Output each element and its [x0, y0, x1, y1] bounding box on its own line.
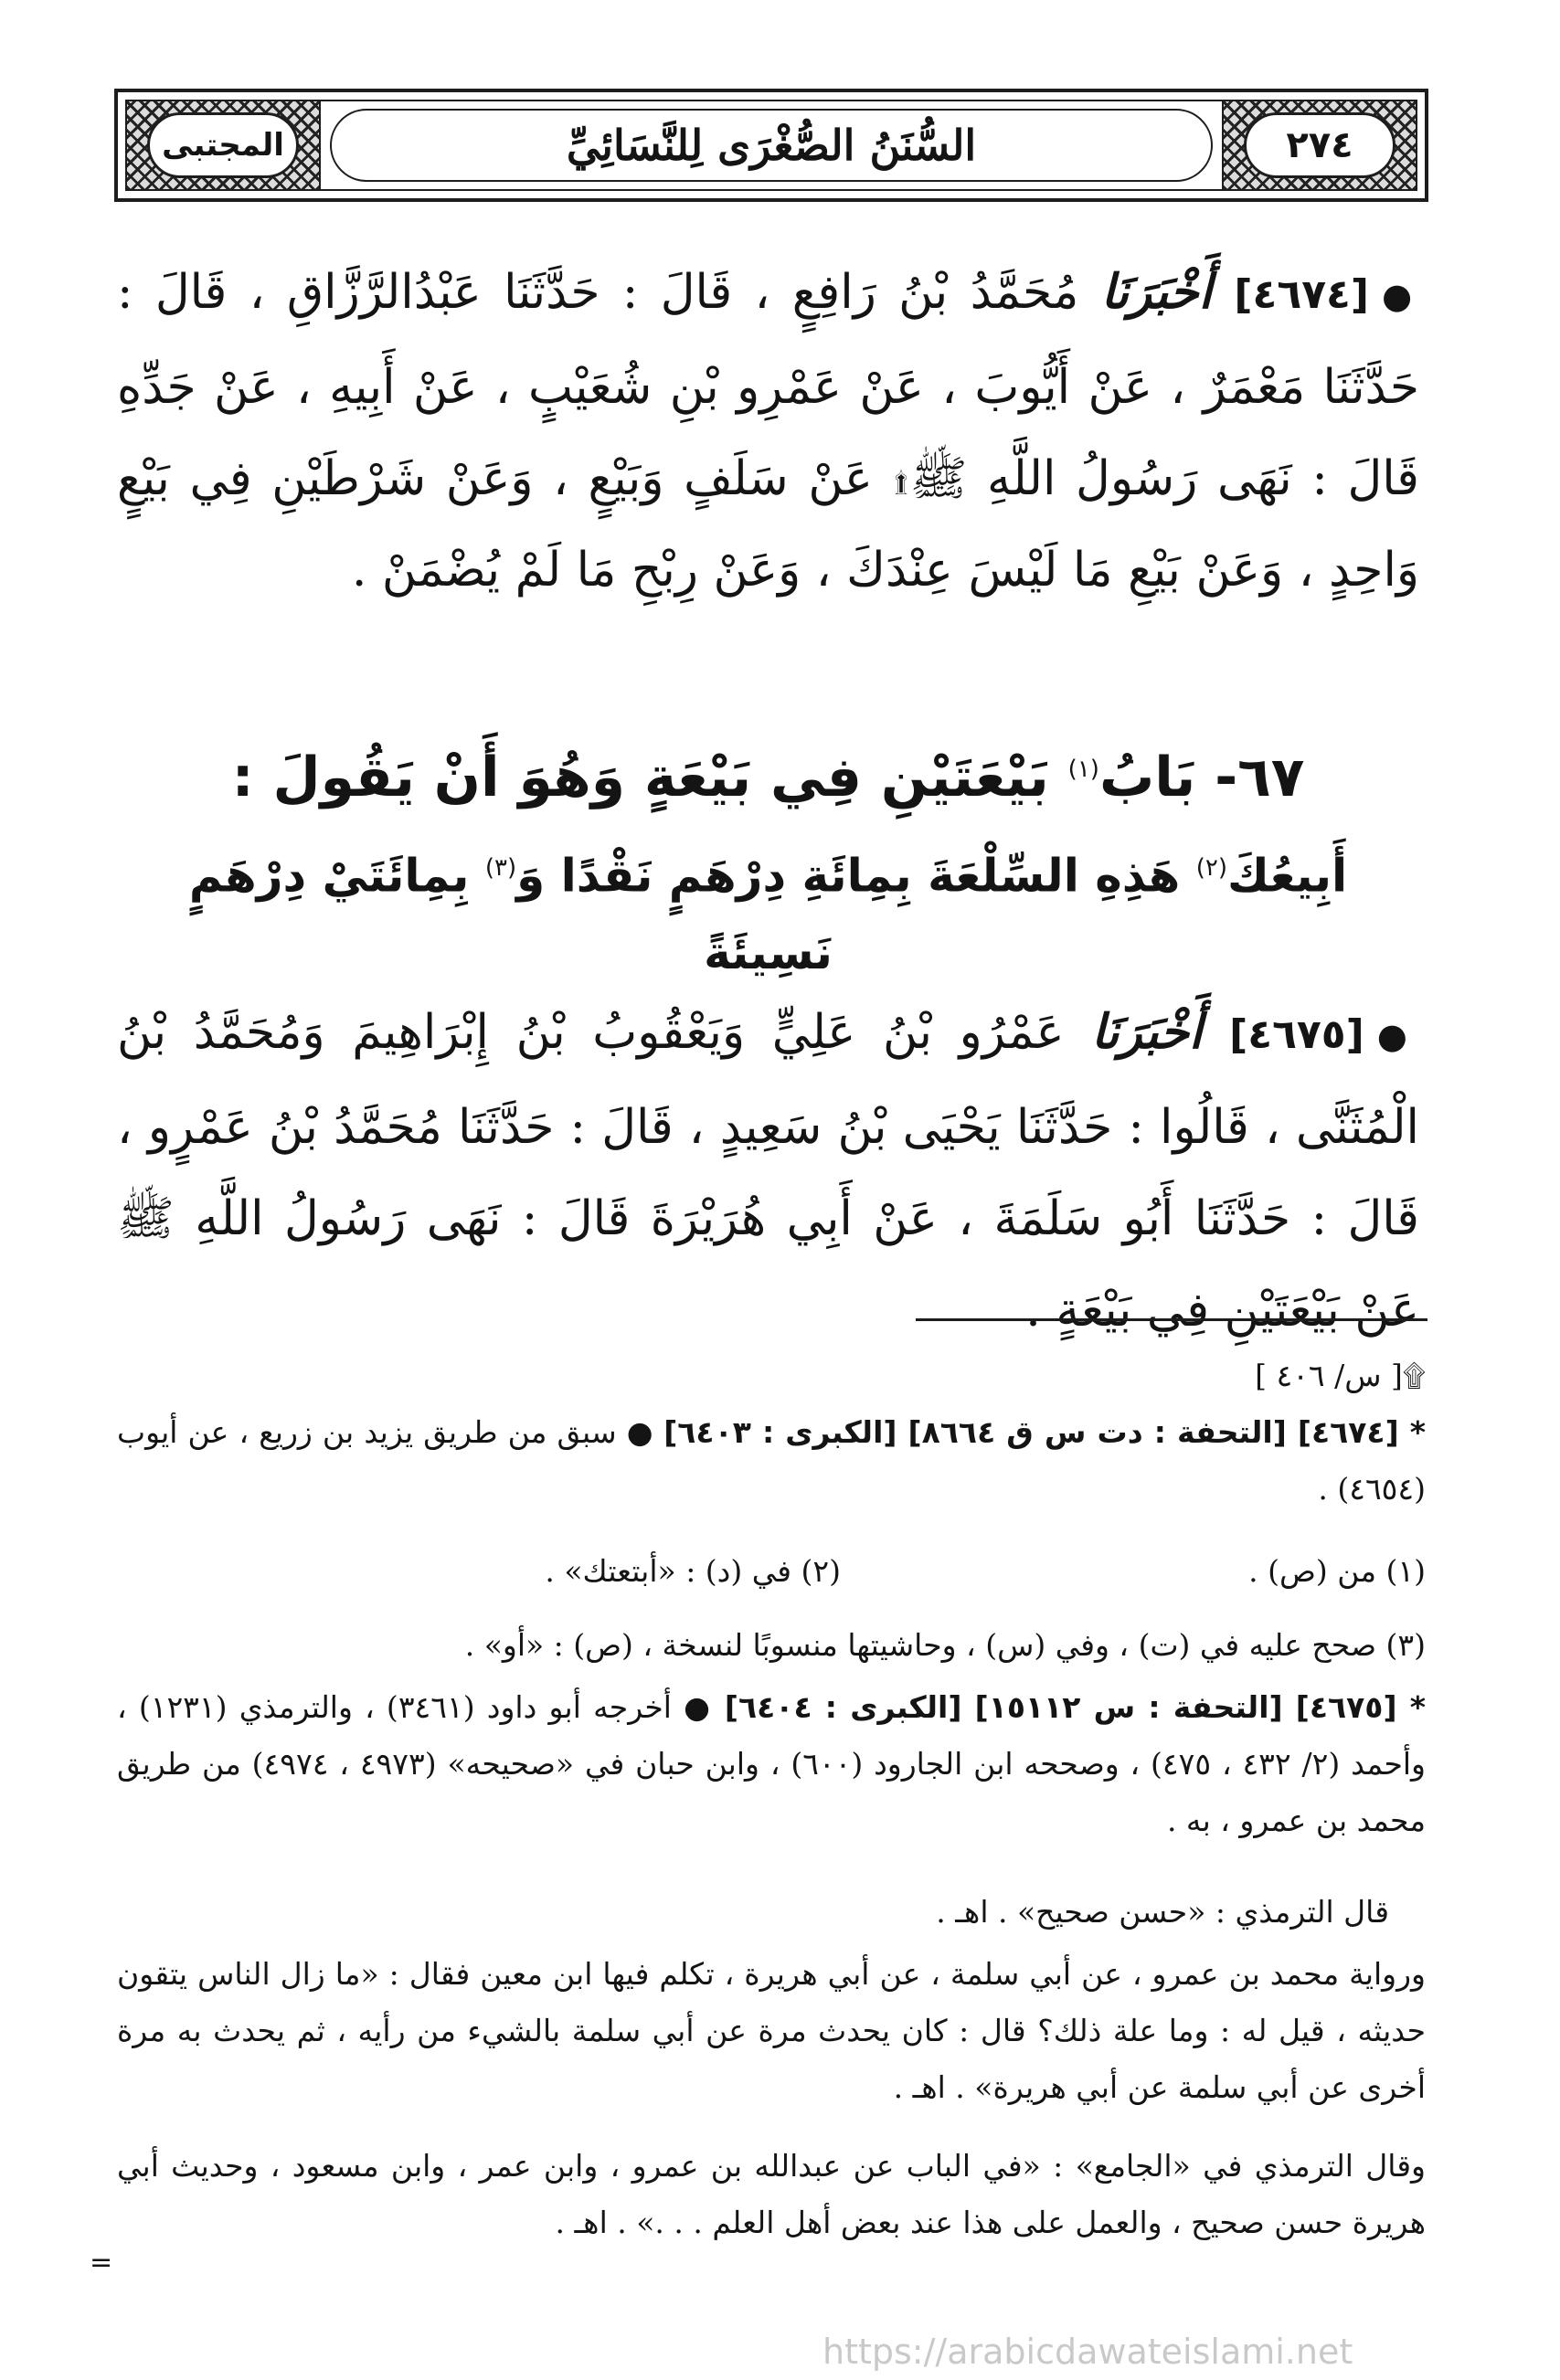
- hadith-4674: [117, 247, 1419, 616]
- hadith-4675: [117, 987, 1419, 1356]
- footnote-ref-2: (٢): [1195, 854, 1228, 882]
- footnote-marker-note: ۩[ س/ ٤٠٦ ]: [1255, 1358, 1426, 1393]
- hadith-number: [٤٦٧٥]: [1229, 1011, 1364, 1058]
- seal-text: المجتبى: [147, 112, 299, 178]
- hadith-number: [٤٦٧٤]: [1234, 271, 1370, 318]
- takhrij-body: ● أخرجه أبو داود (٣٤٦١) ، والترمذي (١٢٣١) ، وأحمد (٢/ ٤٣٢ ، ٤٧٥) ، وصححه ابن الجارود (٦٠٠) ، وابن حبان في «صحيحه» (٤٩٧٣ ، ٤٩٧٤) من طريق محمد بن عمرو ، به .: [117, 1689, 1426, 1838]
- takhrij-body: ● سبق من طريق يزيد بن زريع ، عن أيوب (٤٦٥٤) .: [117, 1414, 1426, 1507]
- footnote-takhrij-4674: [117, 1404, 1426, 1518]
- footnotes-1-2: [117, 1543, 1426, 1600]
- page-number-ornament: [1222, 100, 1417, 191]
- watermark-url: https://arabicdawateislami.net: [822, 2332, 1353, 2372]
- page-number: ٢٧٤: [1244, 112, 1396, 178]
- footnote-3: (٣) صحح عليه في (ت) ، وفي (س) ، وحاشيتها منسوبًا لنسخة ، (ص) : «أو» .: [464, 1627, 1426, 1663]
- chapter-heading-line-1: [117, 731, 1419, 816]
- footnote-2: (٢) في (د) : «أبتعتك» .: [545, 1553, 841, 1589]
- chapter-title-part: بِمِائَتَيْ دِرْهَمٍ نَسِيئَةً: [188, 849, 833, 979]
- chapter-title-part: هَذِهِ السِّلْعَةَ بِمِائَةِ دِرْهَمٍ نَقْدًا وَ: [516, 849, 1181, 903]
- tirmidhi-quote: قال الترمذي : «حسن صحيح» . اهـ .: [936, 1894, 1389, 1930]
- footnote-divider: [916, 1318, 1427, 1321]
- footnote-1: (١) من (ص) .: [1248, 1553, 1426, 1589]
- chapter-title-part: أَبِيعُكَ: [1227, 849, 1348, 903]
- book-title: السُّنَنُ الصُّغْرَى لِلنَّسَائِيِّ: [330, 109, 1213, 182]
- takhrij-head: * [٤٦٧٤] [التحفة : دت س ق ٨٦٦٤] [الكبرى : ٦٤٠٣]: [663, 1414, 1426, 1450]
- chapter-number: ٦٧- بَابُ: [1098, 746, 1305, 809]
- takhrij-head: * [٤٦٧٥] [التحفة : س ١٥١١٢] [الكبرى : ٦٤٠٤]: [724, 1689, 1426, 1725]
- chapter-title-part: بَيْعَتَيْنِ فِي بَيْعَةٍ وَهُوَ أَنْ يَقُولَ :: [231, 746, 1049, 809]
- akhbarana-word: أَخْبَرَنَا: [1100, 264, 1213, 320]
- footnote-ref-1: (١): [1067, 756, 1099, 783]
- bullet-icon: ●: [1376, 1016, 1420, 1056]
- hadith-text: عَمْرُو بْنُ عَلِيٍّ وَيَعْقُوبُ بْنُ إِبْرَاهِيمَ وَمُحَمَّدُ بْنُ الْمُثَنَّى ، قَالُوا : حَدَّثَنَا يَحْيَى بْنُ سَعِيدٍ ، قَالَ : حَدَّثَنَا مُحَمَّدُ بْنُ عَمْرٍو ، قَالَ : حَدَّثَنَا أَبُو سَلَمَةَ ، عَنْ أَبِي هُرَيْرَةَ قَالَ : نَهَى رَسُولُ اللَّهِ ﷺ عَنْ بَيْعَتَيْنِ فِي بَيْعَةٍ .: [117, 1005, 1419, 1338]
- jami-note: وقال الترمذي في «الجامع» : «في الباب عن عبدالله بن عمرو ، وابن عمر ، وابن مسعود ، وحديث أبي هريرة حسن صحيح ، والعمل على هذا عند بعض أهل العلم . . .» . اهـ .: [117, 2148, 1426, 2240]
- seal-ornament: [125, 100, 321, 191]
- hadith-text: مُحَمَّدُ بْنُ رَافِعٍ ، قَالَ : حَدَّثَنَا عَبْدُالرَّزَّاقِ ، قَالَ : حَدَّثَنَا مَعْمَرٌ ، عَنْ أَيُّوبَ ، عَنْ عَمْرِو بْنِ شُعَيْبٍ ، عَنْ أَبِيهِ ، عَنْ جَدِّهِ قَالَ : نَهَى رَسُولُ اللَّهِ ﷺ۩ عَنْ سَلَفٍ وَبَيْعٍ ، وَعَنْ شَرْطَيْنِ فِي بَيْعٍ وَاحِدٍ ، وَعَنْ بَيْعِ مَا لَيْسَ عِنْدَكَ ، وَعَنْ رِبْحِ مَا لَمْ يُضْمَنْ .: [117, 265, 1419, 598]
- akhbarana-word: أَخْبَرَنَا: [1091, 1004, 1203, 1060]
- bullet-icon: ●: [1382, 276, 1419, 316]
- page-header: [114, 89, 1428, 202]
- footnote-takhrij-4675: [117, 1679, 1426, 1849]
- riwaya-note: ورواية محمد بن عمرو ، عن أبي سلمة ، عن أبي هريرة ، تكلم فيها ابن معين فقال : «ما زال الناس يتقون حديثه ، قيل له : وما علة ذلك؟ قال : كان يحدث مرة عن أبي سلمة بالشيء من رأيه ، ثم يحدث به مرة أخرى عن أبي سلمة عن أبي هريرة» . اهـ .: [117, 1956, 1426, 2105]
- chapter-heading-line-2: [117, 830, 1419, 991]
- continuation-mark: =: [90, 2247, 113, 2279]
- footnote-ref-3: (٣): [484, 854, 517, 882]
